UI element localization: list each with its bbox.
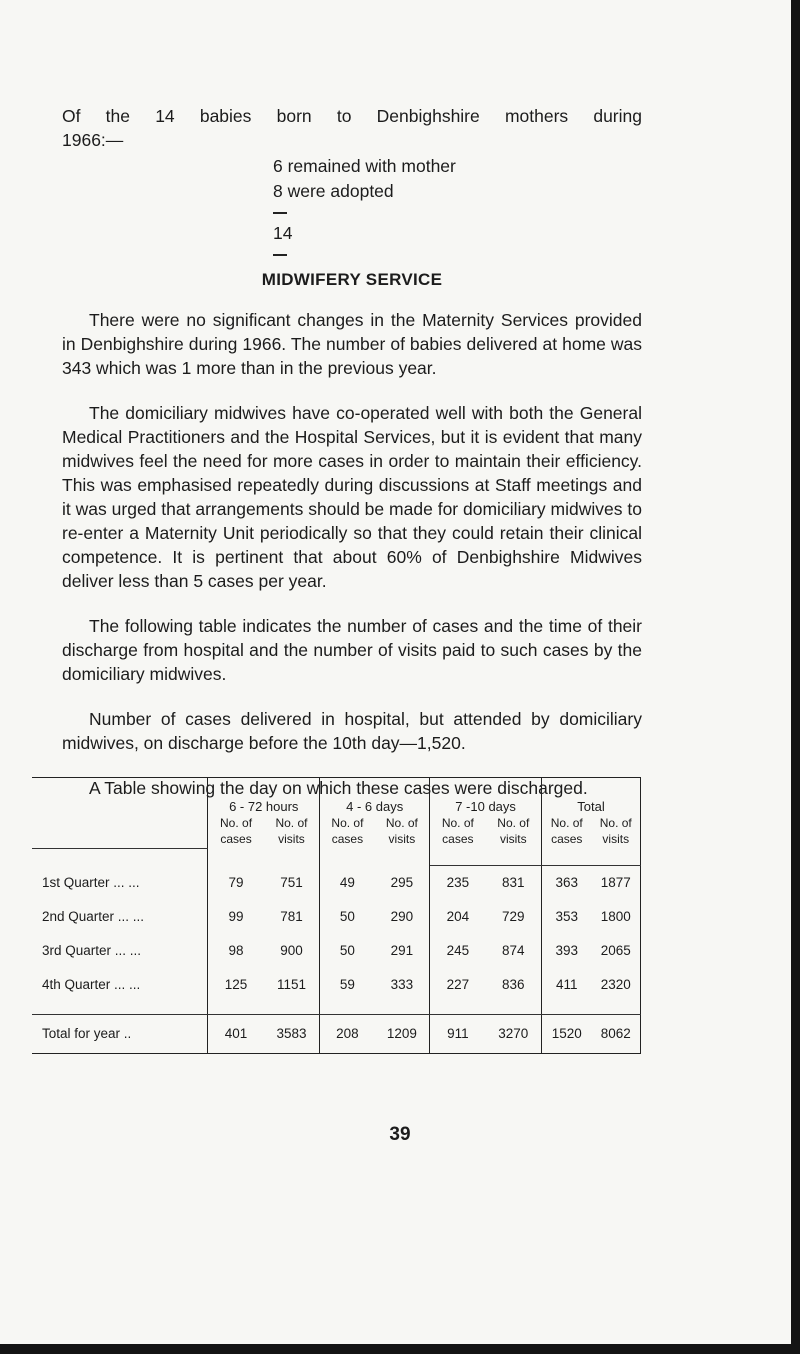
adoption-list bbox=[273, 154, 642, 256]
cell: 2065 bbox=[591, 934, 640, 968]
cell: 99 bbox=[228, 909, 244, 924]
cell: 8062 bbox=[591, 1014, 640, 1053]
intro-line-1 bbox=[62, 104, 642, 128]
cell: 363 bbox=[555, 875, 579, 890]
group-header: 4 - 6 days bbox=[320, 778, 430, 815]
intro-word: babies bbox=[199, 106, 252, 126]
cell: 59 bbox=[339, 977, 355, 992]
cell: 50 bbox=[339, 943, 355, 958]
cell: 401 bbox=[208, 1014, 264, 1053]
group-header: 7 -10 days bbox=[430, 778, 542, 815]
column-header: No. of cases bbox=[550, 816, 583, 847]
column-header: No. of cases bbox=[441, 816, 474, 847]
paragraph: A Table showing the day on which these cases were discharged. bbox=[89, 778, 588, 798]
cell: 291 bbox=[375, 934, 430, 968]
cell: 1151 bbox=[264, 968, 320, 1002]
scan-right-edge bbox=[791, 0, 800, 1354]
paragraph: Number of cases delivered in hospital, but attended by domiciliary midwives, on discharge before the 10th day—1,520. bbox=[62, 709, 642, 753]
cell: 3583 bbox=[264, 1014, 320, 1053]
cell: 874 bbox=[486, 934, 542, 968]
table-total-row bbox=[32, 1014, 641, 1053]
discharge-table bbox=[32, 777, 641, 1054]
row-label: 1st Quarter ... ... bbox=[32, 865, 208, 900]
cell: 1877 bbox=[591, 865, 640, 900]
section-heading: MIDWIFERY SERVICE bbox=[261, 270, 443, 289]
list-total: 14 bbox=[273, 223, 293, 243]
cell: 245 bbox=[446, 943, 470, 958]
group-header: Total bbox=[542, 778, 641, 815]
intro-word: Of bbox=[62, 106, 81, 126]
intro-word: the bbox=[105, 106, 130, 126]
row-label: 4th Quarter ... ... bbox=[32, 968, 208, 1002]
cell: 3270 bbox=[486, 1014, 542, 1053]
cell: 1800 bbox=[591, 900, 640, 934]
cell: 227 bbox=[446, 977, 470, 992]
intro-word: 14 bbox=[155, 106, 175, 126]
row-label: 3rd Quarter ... ... bbox=[32, 934, 208, 968]
column-header: No. of visits bbox=[591, 814, 640, 849]
paragraph: There were no significant changes in the Maternity Services provided in Denbighshire during 1966. The number of babies delivered at home was 343 which was 1 more than in the previous year. bbox=[62, 310, 642, 378]
sum-rule bbox=[273, 212, 287, 214]
cell: 900 bbox=[264, 934, 320, 968]
table-row bbox=[32, 865, 641, 900]
sum-rule bbox=[273, 254, 287, 256]
cell: 751 bbox=[264, 865, 320, 900]
table-row bbox=[32, 934, 641, 968]
cell: 411 bbox=[555, 977, 578, 992]
corner-cell bbox=[32, 778, 208, 815]
cell: 98 bbox=[228, 943, 244, 958]
cell: 831 bbox=[486, 865, 542, 900]
paragraph: The following table indicates the number of cases and the time of their discharge from hospital and the number of visits paid to such cases by the domiciliary midwives. bbox=[62, 616, 642, 684]
paragraph: The domiciliary midwives have co-operated well with both the General Medical Practitioners and the Hospital Services, but it is evident that many midwives feel the need for more cases in order to maintain their efficiency. This was emphasised repeatedly during discussions at Staff meetings and it was urged that arrangements should be made for domiciliary midwives to re-enter a Maternity Unit periodically so that they could retain their clinical competence. It is pertinent that about 60% of Denbighshire Midwives deliver less than 5 cases per year. bbox=[62, 403, 642, 591]
cell: 393 bbox=[555, 943, 579, 958]
cell: 781 bbox=[264, 900, 320, 934]
cell: 208 bbox=[320, 1014, 375, 1053]
cell: 836 bbox=[486, 968, 542, 1002]
intro-word: born bbox=[276, 106, 312, 126]
cell: 204 bbox=[446, 909, 470, 924]
column-header: No. of visits bbox=[264, 814, 320, 849]
column-header: No. of visits bbox=[375, 814, 430, 849]
cell: 2320 bbox=[591, 968, 640, 1002]
table-row bbox=[32, 900, 641, 934]
cell: 50 bbox=[339, 909, 355, 924]
column-header: No. of cases bbox=[331, 816, 364, 847]
scan-bottom-edge bbox=[0, 1344, 800, 1354]
group-header: 6 - 72 hours bbox=[208, 778, 320, 815]
column-header: No. of cases bbox=[220, 816, 253, 847]
cell: 49 bbox=[339, 874, 355, 890]
row-label: 2nd Quarter ... ... bbox=[32, 900, 208, 934]
list-item: 6 remained with mother bbox=[273, 156, 456, 176]
list-item: 8 were adopted bbox=[273, 181, 394, 201]
cell: 125 bbox=[224, 977, 248, 992]
cell: 729 bbox=[486, 900, 542, 934]
intro-word: Denbighshire bbox=[376, 106, 480, 126]
page-body bbox=[62, 104, 642, 821]
intro-word: during bbox=[593, 106, 642, 126]
intro-word: to bbox=[336, 106, 352, 126]
corner-cell bbox=[32, 814, 208, 849]
cell: 911 bbox=[430, 1014, 486, 1053]
cell: 290 bbox=[375, 900, 430, 934]
cell: 235 bbox=[446, 875, 470, 890]
table-row bbox=[32, 968, 641, 1002]
cell: 1520 bbox=[542, 1014, 592, 1053]
intro-line-2: 1966:— bbox=[62, 130, 124, 150]
page-number: 39 bbox=[389, 1124, 411, 1145]
column-header: No. of visits bbox=[486, 814, 542, 849]
cell: 353 bbox=[555, 909, 579, 924]
cell: 1209 bbox=[375, 1014, 430, 1053]
intro-word: mothers bbox=[504, 106, 569, 126]
cell: 295 bbox=[375, 865, 430, 900]
cell: 79 bbox=[228, 874, 244, 890]
cell: 333 bbox=[375, 968, 430, 1002]
row-label: Total for year .. bbox=[32, 1014, 208, 1053]
